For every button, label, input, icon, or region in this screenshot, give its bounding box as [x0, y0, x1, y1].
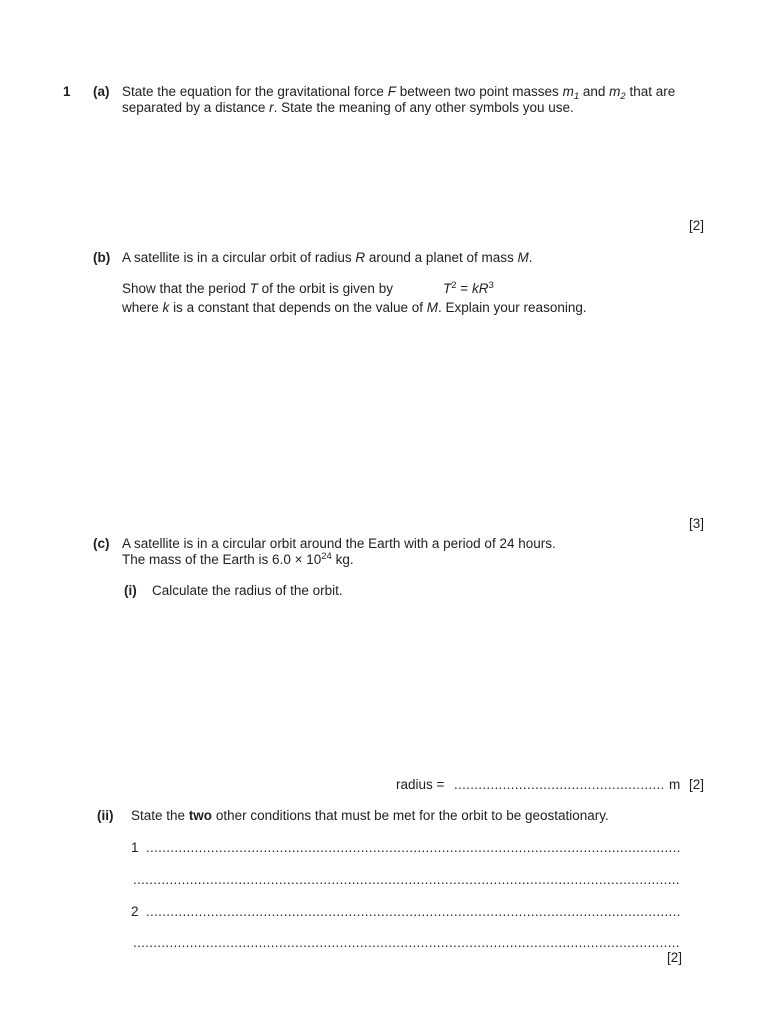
- part-a-marks: [2]: [688, 218, 704, 233]
- part-a-and: and: [582, 84, 606, 99]
- part-a-text-1: State the equation for the gravitational force: [122, 84, 384, 99]
- symbol-m1: $m_1$: [562, 84, 580, 102]
- part-b-show-1: Show that the period: [122, 281, 246, 296]
- part-b-show-line: [122, 281, 393, 297]
- condition-2-line-2[interactable]: [133, 935, 681, 951]
- part-a-text-4: separated by a distance: [122, 100, 266, 115]
- question-number: 1: [63, 84, 71, 99]
- symbol-M: M: [517, 250, 529, 265]
- condition-1-line-2[interactable]: [133, 872, 681, 888]
- part-b-marks: [3]: [688, 516, 704, 531]
- part-a-text-3: that are: [629, 84, 676, 99]
- part-b-where-line: [122, 300, 587, 316]
- part-c-i-label: (i): [124, 583, 137, 598]
- radius-unit: m: [669, 777, 681, 792]
- part-b-line-1: A satellite is in a circular orbit of radius R around a planet of mass M.: [122, 250, 533, 265]
- part-c-ii-marks: [2]: [666, 950, 682, 965]
- part-b-where-2: is a constant that depends on the value of: [173, 300, 423, 315]
- radius-answer-label: radius =: [396, 777, 445, 792]
- condition-2-line-1[interactable]: [146, 904, 681, 920]
- part-c-ii-label: (ii): [97, 808, 114, 823]
- part-b-text-2: around a planet of mass: [368, 250, 514, 265]
- symbol-T: T: [249, 281, 258, 296]
- part-a-label: (a): [93, 84, 110, 99]
- part-b-text-1: A satellite is in a circular orbit of radius: [122, 250, 352, 265]
- condition-number-2: 2: [131, 904, 139, 919]
- symbol-m2: $m_2$: [609, 84, 626, 102]
- part-c-i-marks: [2]: [688, 777, 704, 792]
- condition-number-1: 1: [131, 840, 139, 855]
- part-a-text-2: between two point masses: [399, 84, 559, 99]
- symbol-F: F: [387, 84, 396, 99]
- part-b-label: (b): [93, 250, 111, 265]
- part-a-line-2: [122, 100, 574, 116]
- symbol-M-2: M: [426, 300, 439, 315]
- emphasis-two: two: [188, 808, 213, 823]
- part-c-i-text: Calculate the radius of the orbit.: [152, 583, 343, 598]
- part-c-line-1: A satellite is in a circular orbit around the Earth with a period of 24 hours.: [122, 536, 556, 551]
- part-c-label: (c): [93, 536, 110, 551]
- symbol-r: r: [269, 100, 274, 115]
- part-c-ii-text: State the two other conditions that must be met for the orbit to be geostationary.: [131, 808, 609, 823]
- radius-answer-field[interactable]: [454, 777, 663, 793]
- part-c-line-2: The mass of the Earth is $6.0 \times 10^{24}$ kg.: [122, 551, 354, 567]
- symbol-R: R: [355, 250, 366, 265]
- part-b-show-2: of the orbit is given by: [261, 281, 393, 296]
- symbol-k: k: [162, 300, 170, 315]
- part-b-where-3: . Explain your reasoning.: [438, 300, 587, 315]
- orbit-equation: $T^2 = kR^3$: [443, 280, 494, 296]
- part-a-text-5: . State the meaning of any other symbols you use.: [273, 100, 574, 115]
- condition-1-line-1[interactable]: [146, 840, 681, 856]
- part-b-where-1: where: [122, 300, 159, 315]
- part-a-line-1: [122, 84, 675, 100]
